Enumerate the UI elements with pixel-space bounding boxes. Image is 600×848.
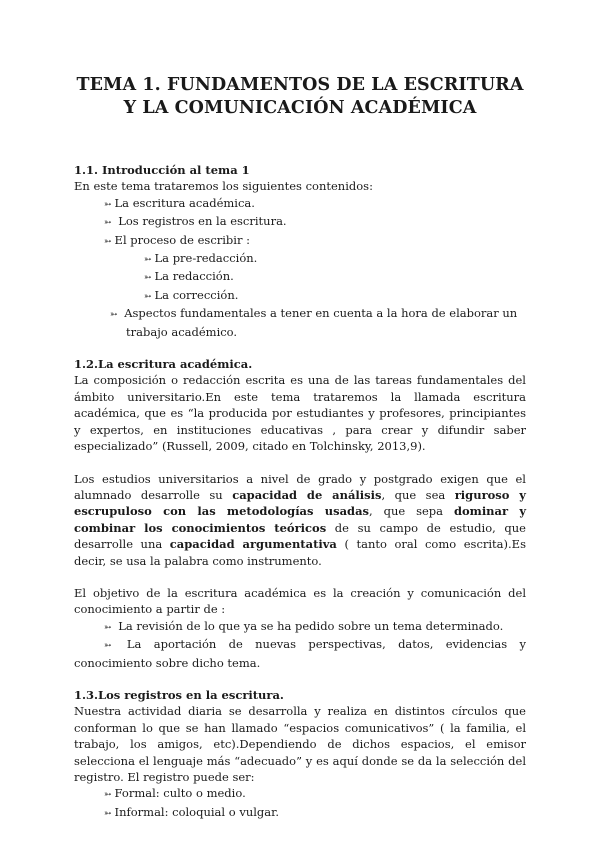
- arrow-bullet-icon: ➳: [144, 273, 152, 284]
- spacer: [74, 455, 526, 471]
- section-1-heading: 1.1. Introducción al tema 1: [74, 163, 250, 177]
- list-item: ➳ Los registros en la escritura.: [104, 214, 287, 229]
- arrow-bullet-icon: ➳: [104, 218, 112, 229]
- section-2-paragraph-3: El objetivo de la escritura académica es la creación y comunicación del conocimiento a partir de :: [74, 585, 526, 617]
- section-2-paragraph-2: Los estudios universitarios a nivel de grado y postgrado exigen que el alumnado desarrolle su capacidad de análisis, que sea riguroso y escrupuloso con las metodologías usadas, que sepa dominar y combinar los conocimientos teóricos de su campo de estudio, que desarrolle una capacidad argumentativa ( tanto oral como escrita).Es decir, se usa la palabra como instrumento.: [74, 471, 527, 568]
- arrow-bullet-icon: ➳: [144, 291, 152, 302]
- arrow-bullet-icon: ➳: [110, 310, 118, 321]
- spacer: [74, 569, 526, 585]
- list-item: ➳ Informal: coloquial o vulgar.: [104, 804, 280, 819]
- arrow-bullet-icon: ➳: [104, 641, 112, 652]
- list-item: ➳ La aportación de nuevas perspectivas, datos, evidencias y conocimiento sobre dicho tema.: [74, 637, 526, 670]
- spacer: [74, 671, 526, 687]
- arrow-bullet-icon: ➳: [104, 199, 112, 210]
- arrow-bullet-icon: ➳: [104, 808, 112, 819]
- spacer: [74, 340, 526, 356]
- arrow-bullet-icon: ➳: [104, 622, 112, 633]
- sub-list-item: ➳ La redacción.: [144, 269, 234, 284]
- list-item: ➳ La revisión de lo que ya se ha pedido sobre un tema determinado.: [104, 618, 504, 633]
- section-2-heading: 1.2.La escritura académica.: [74, 357, 253, 372]
- arrow-bullet-icon: ➳: [104, 236, 112, 247]
- section-1-intro: En este tema trataremos los siguientes contenidos:: [74, 179, 373, 194]
- list-item: ➳ Aspectos fundamentales a tener en cuenta a la hora de elaborar un trabajo académico.: [110, 306, 518, 339]
- sub-list-item: ➳ La pre-redacción.: [144, 251, 258, 266]
- sub-list-item: ➳ La corrección.: [144, 287, 239, 302]
- section-3-paragraph-1: Nuestra actividad diaria se desarrolla y realiza en distintos círculos que conforman lo que se han llamado “espacios comunicativos” ( la familia, el trabajo, los amigos, etc).Dependiendo de dichos espacios, el emisor selecciona el lenguaje más “adecuado” y es aquí donde se da la selección del registro. El registro puede ser:: [74, 704, 526, 784]
- list-item: ➳ La escritura académica.: [104, 195, 255, 210]
- page-title: TEMA 1. FUNDAMENTOS DE LA ESCRITURA Y LA COMUNICACIÓN ACADÉMICA: [76, 75, 524, 118]
- arrow-bullet-icon: ➳: [144, 255, 152, 266]
- arrow-bullet-icon: ➳: [104, 790, 112, 801]
- section-2-paragraph-1: La composición o redacción escrita es una de las tareas fundamentales del ámbito universitario.En este tema trataremos la llamada escritura académica, que es “la producida por estudiantes y profesores, principiantes y expertos, en instituciones educativas , para crear y difundir saber especializado” (Russell, 2009, citado en Tolchinsky, 2013,9).: [74, 373, 526, 454]
- list-item: ➳ Formal: culto o medio.: [104, 786, 246, 801]
- list-item: ➳ El proceso de escribir :: [104, 232, 250, 247]
- section-3-heading: 1.3.Los registros en la escritura.: [74, 687, 284, 702]
